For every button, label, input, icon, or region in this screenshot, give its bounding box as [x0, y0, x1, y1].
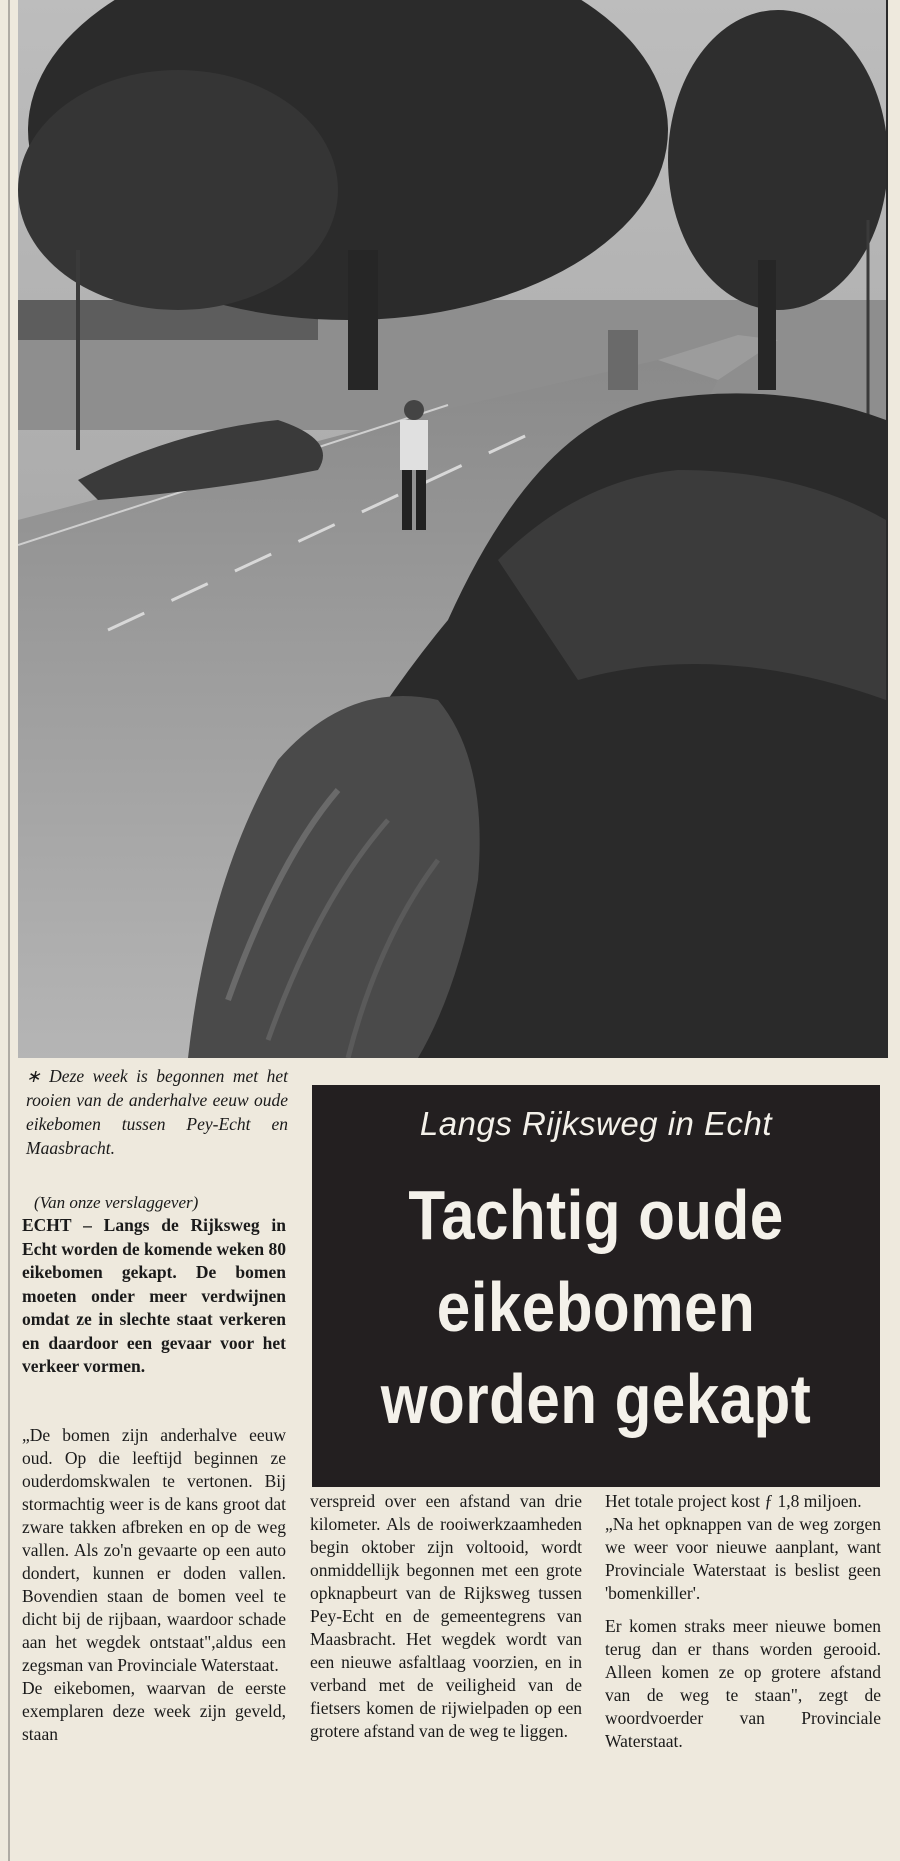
lead-paragraph: ECHT – Langs de Rijksweg in Echt worden de komende weken 80 eikebomen gekapt. De bomen moeten onder meer verdwijnen omdat ze in slechte staat verkeren en daardoor een gevaar voor het verkeer vormen. [22, 1215, 286, 1376]
article-column-3 [605, 1490, 881, 1753]
article-column-1 [22, 1424, 286, 1746]
paragraph: De eikebomen, waarvan de eerste exemplaren deze week zijn geveld, staan [22, 1678, 286, 1744]
article-column-2 [310, 1490, 582, 1743]
paragraph: „De bomen zijn anderhalve eeuw oud. Op die leeftijd beginnen ze ouderdomskwalen te vertonen. Bij stormachtig weer is de kans groot dat zware takken afbreken en op de weg vallen. Als zo'n gevaarte op een auto dondert, kunnen er doden vallen. Bovendien staan de bomen veel te dicht bij de rijbaan, waardoor schade aan het wegdek ontstaat",aldus een zegsman van Provinciale Waterstaat. [22, 1425, 286, 1675]
headline [352, 1169, 840, 1445]
kicker: Langs Rijksweg in Echt [419, 1105, 773, 1142]
headline-line: worden gekapt [380, 1360, 812, 1438]
felled-oak-trees-photo [18, 0, 886, 1058]
headline-line: Tachtig oude [408, 1176, 784, 1254]
headline-box [312, 1085, 880, 1487]
paragraph: Het totale project kost ƒ 1,8 miljoen. [605, 1491, 862, 1511]
photo-caption: ∗ Deze week is begonnen met het rooien van de anderhalve eeuw oude eikebomen tussen Pey-Echt en Maasbracht. [26, 1066, 288, 1158]
byline: (Van onze verslaggever) [34, 1193, 199, 1212]
news-photo [18, 0, 888, 1058]
headline-line: eikebomen [436, 1268, 756, 1346]
page-edge [8, 0, 10, 1861]
paragraph: Er komen straks meer nieuwe bomen terug dan er thans worden gerooid. Alleen komen ze op grotere afstand van de weg te staan", zegt de woordvoerder van Provinciale Waterstaat. [605, 1616, 881, 1751]
paragraph: „Na het opknappen van de weg zorgen we weer voor nieuwe aanplant, want Provinciale Waterstaat is beslist geen 'bomenkiller'. [605, 1514, 881, 1603]
paragraph: verspreid over een afstand van drie kilometer. Als de rooiwerkzaamheden begin oktober zijn voltooid, wordt onmiddellijk begonnen met een grote opknapbeurt van de Rijksweg tussen Pey-Echt en de gemeentegrens van Maasbracht. Het wegdek wordt van een nieuwe asfaltlaag voorzien, en in verband met de veiligheid van de fietsers komen de rijwielpaden op een grotere afstand van de weg te liggen. [310, 1491, 582, 1741]
